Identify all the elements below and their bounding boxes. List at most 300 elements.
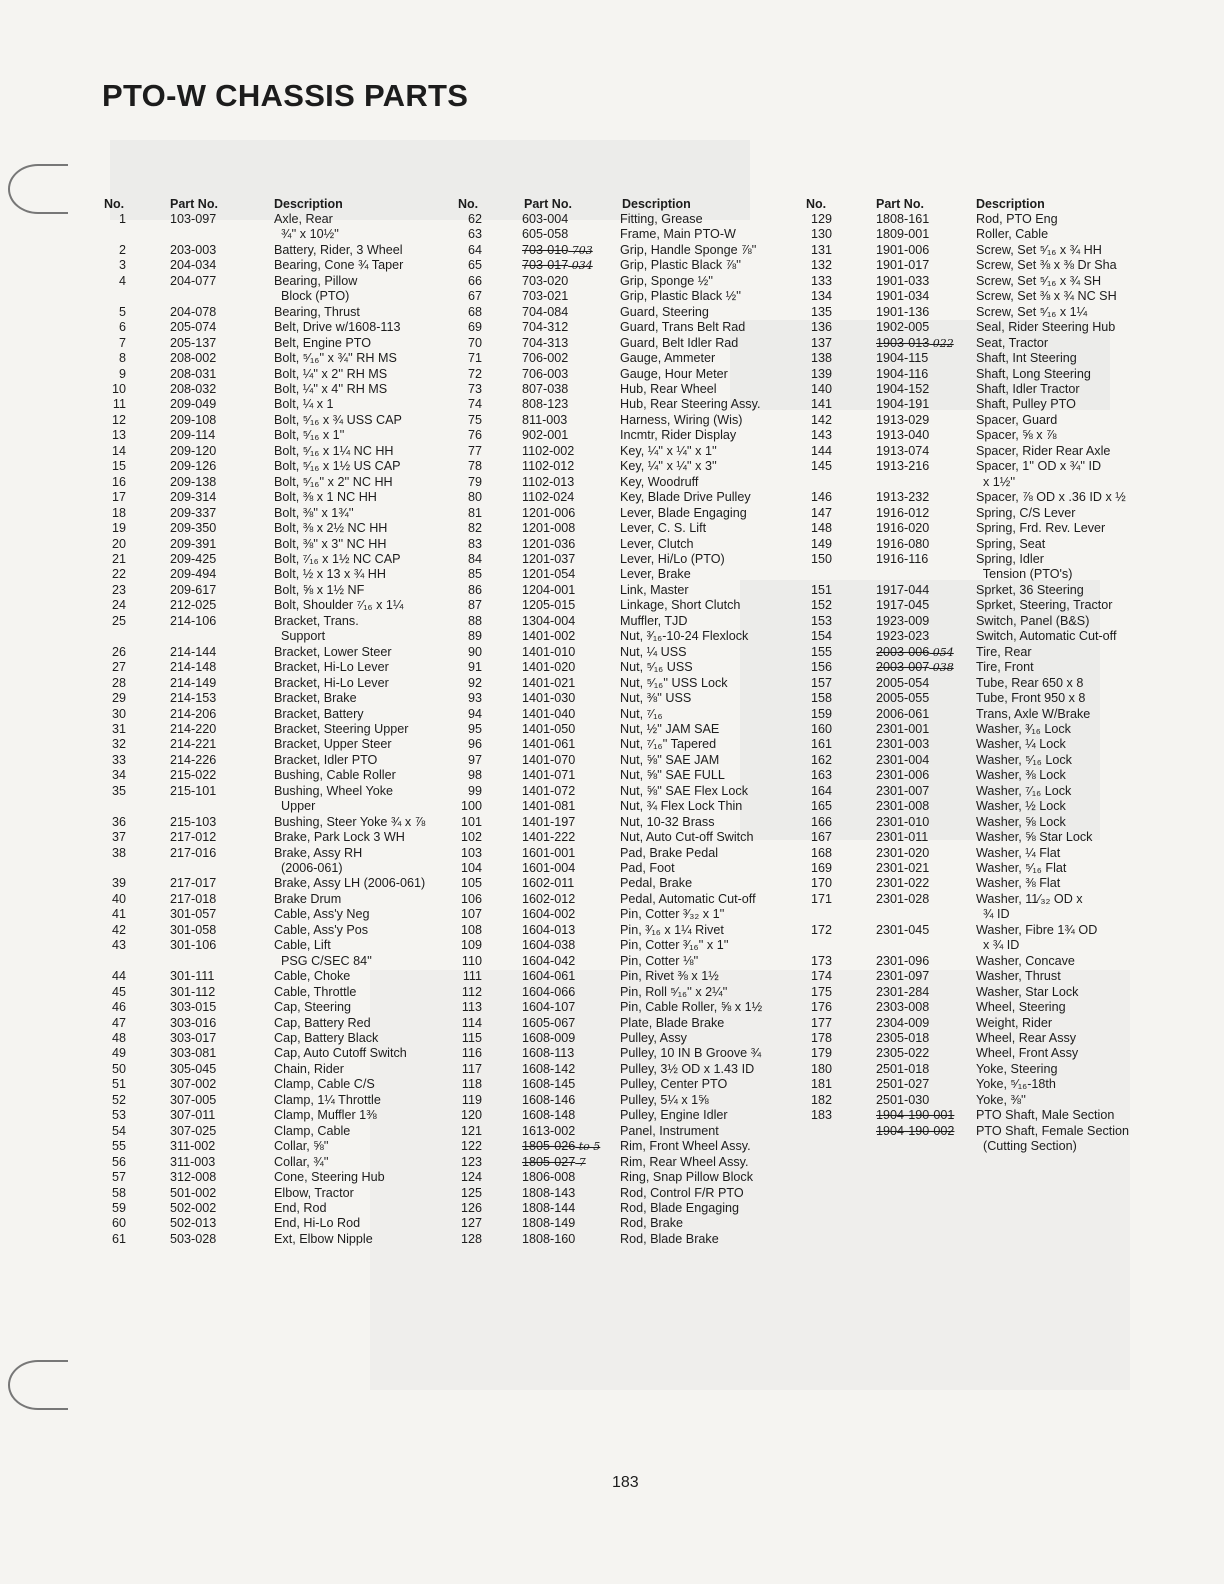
part-number: 209-138: [170, 474, 217, 489]
item-number: 168: [810, 845, 832, 860]
part-description: Axle, Rear: [274, 212, 333, 226]
item-number: 65: [467, 258, 482, 273]
item-number: 173: [810, 953, 832, 968]
part-description: Pulley, 10 IN B Groove ¾: [620, 1046, 762, 1061]
part-number: 209-314: [170, 490, 217, 505]
part-row: [806, 846, 1166, 861]
part-number: 1604-061: [522, 969, 576, 984]
header-no: No.: [104, 196, 125, 211]
part-number: 204-077: [170, 273, 217, 288]
part-description: Block (PTO): [274, 289, 350, 304]
part-description: Bracket, Brake: [274, 691, 357, 706]
part-number: 703-020: [522, 273, 569, 288]
part-row: [450, 1016, 842, 1031]
item-number: 178: [810, 1031, 832, 1046]
part-row: [450, 691, 842, 706]
item-number: 141: [810, 397, 832, 412]
header-description: Description: [622, 196, 691, 211]
part-description: Nut, ⅝'' SAE FULL: [620, 768, 725, 783]
part-row: [450, 1000, 842, 1015]
part-description: Bracket, Battery: [274, 706, 364, 721]
part-description: Bolt, ⁷⁄₁₆ x 1½ NC CAP: [274, 551, 401, 566]
part-number: 1201-054: [522, 567, 576, 582]
item-number: 92: [467, 675, 482, 690]
item-number: [104, 227, 126, 242]
item-number: 177: [810, 1015, 832, 1030]
punch-hole: [8, 1360, 68, 1410]
item-number: 126: [460, 1201, 482, 1215]
part-description: Rod, Control F/R PTO: [620, 1185, 744, 1200]
item-number: 40: [111, 891, 126, 906]
part-description: Bolt, ⁵⁄₁₆'' x 2'' NC HH: [274, 474, 393, 489]
item-number: 63: [467, 227, 482, 242]
item-number: 183: [810, 1108, 832, 1123]
part-number: 1806-008: [522, 1170, 576, 1185]
part-description: Lever, C. S. Lift: [620, 521, 707, 536]
part-row: [806, 1031, 1166, 1046]
part-row: [104, 1201, 494, 1216]
item-number: 36: [111, 814, 126, 829]
part-number: 1808-149: [522, 1216, 576, 1231]
part-number: 208-002: [170, 351, 217, 366]
part-number: 1808-144: [522, 1201, 576, 1215]
part-number: 312-008: [170, 1170, 217, 1185]
item-number: 111: [462, 969, 482, 984]
item-number: 129: [810, 212, 832, 226]
item-number: 78: [467, 459, 482, 474]
part-row: [450, 305, 842, 320]
part-number: 209-114: [170, 428, 216, 443]
item-number: 115: [461, 1031, 482, 1046]
part-description: Trans, Axle W/Brake: [976, 706, 1091, 721]
part-number: 214-148: [170, 660, 217, 675]
part-row: [806, 506, 1166, 521]
part-row: [806, 413, 1166, 428]
item-number: 56: [111, 1154, 126, 1169]
item-number: 142: [810, 412, 832, 427]
part-number: 2305-022: [876, 1046, 930, 1061]
part-description: Washer, Star Lock: [976, 984, 1079, 999]
item-number: 26: [111, 644, 126, 659]
part-row: [450, 336, 842, 351]
part-number: 706-003: [522, 366, 569, 381]
part-number: 215-022: [170, 768, 217, 783]
part-description: Frame, Main PTO-W: [620, 227, 736, 242]
part-row: [450, 583, 842, 598]
part-description: Cable, Ass'y Neg: [274, 907, 370, 922]
part-number: 1304-004: [522, 613, 576, 628]
part-description: Bracket, Hi-Lo Lever: [274, 660, 389, 675]
part-row: [806, 537, 1166, 552]
part-description: Spacer, ⅝ x ⅞: [976, 428, 1057, 443]
part-row: [104, 598, 494, 613]
part-row: [806, 583, 1166, 598]
item-number: [806, 907, 832, 922]
part-description: Shaft, Pulley PTO: [976, 397, 1076, 412]
part-description: Brake Drum: [274, 891, 342, 906]
part-row: [806, 212, 1166, 227]
part-number: 704-084: [522, 304, 569, 319]
item-number: 99: [467, 783, 482, 798]
part-description: Hub, Rear Steering Assy.: [620, 397, 761, 412]
item-number: 108: [460, 922, 482, 937]
part-description: Nut, ¾ Flex Lock Thin: [620, 799, 743, 814]
part-row: [104, 660, 494, 675]
part-row: [450, 1201, 842, 1216]
part-description: Bracket, Idler PTO: [274, 752, 378, 767]
part-row: [806, 861, 1166, 876]
part-description: Pad, Foot: [620, 861, 675, 876]
part-description: Nut, ⁷⁄₁₆'' Tapered: [620, 737, 717, 752]
part-description: Washer, ⅜ Lock: [976, 768, 1066, 783]
part-row: [806, 938, 1166, 953]
part-row: [450, 567, 842, 582]
part-description: Panel, Instrument: [620, 1123, 719, 1138]
part-description: Switch, Automatic Cut-off: [976, 629, 1117, 644]
item-number: 59: [111, 1201, 126, 1215]
item-number: 11: [112, 397, 126, 412]
item-number: 128: [460, 1231, 482, 1246]
part-number: 1401-070: [522, 752, 576, 767]
part-row: [104, 985, 494, 1000]
part-number: 1917-044: [876, 582, 930, 597]
part-number: 1808-161: [876, 212, 930, 226]
item-number: 82: [467, 521, 482, 536]
part-number: [126, 629, 270, 644]
item-number: 120: [460, 1108, 482, 1123]
item-number: 51: [111, 1077, 126, 1092]
item-number: 169: [810, 861, 832, 876]
part-row: [104, 1046, 494, 1061]
part-row: [450, 1077, 842, 1092]
part-description: PTO Shaft, Female Section: [976, 1123, 1130, 1138]
part-description: Bolt, ⅜'' x 1¾'': [274, 505, 354, 520]
part-row: [104, 397, 494, 412]
part-row: [806, 274, 1166, 289]
item-number: 38: [111, 845, 126, 860]
part-row: [450, 1155, 842, 1170]
part-number: 1401-021: [522, 675, 576, 690]
part-description: Bolt, ⅜ x 1 NC HH: [274, 490, 377, 505]
item-number: 123: [460, 1154, 482, 1169]
parts-column-1: [104, 190, 494, 1247]
item-number: 5: [118, 304, 126, 319]
item-number: 14: [111, 443, 126, 458]
part-row: [104, 1000, 494, 1015]
part-description: Pin, Cotter ³⁄₃₂ x 1'': [620, 907, 725, 922]
part-description: Nut, ⅝'' SAE JAM: [620, 752, 720, 767]
part-number: 303-017: [170, 1031, 217, 1046]
part-number: 209-617: [170, 582, 217, 597]
part-description: Tube, Rear 650 x 8: [976, 675, 1084, 690]
part-number: 1604-042: [522, 953, 576, 968]
part-row: [104, 707, 494, 722]
part-description: Grip, Handle Sponge ⅞'': [620, 242, 757, 257]
part-row: [806, 969, 1166, 984]
item-number: 53: [111, 1108, 126, 1123]
part-row: [104, 289, 494, 304]
part-number: 303-015: [170, 1000, 217, 1015]
part-description: Brake, Park Lock 3 WH: [274, 830, 405, 845]
part-description: Plate, Blade Brake: [620, 1015, 725, 1030]
part-number: 1805-027 7: [522, 1154, 586, 1169]
part-number: 2005-055: [876, 691, 930, 706]
part-description: Upper: [274, 799, 316, 814]
item-number: 130: [810, 227, 832, 242]
part-number: 217-017: [170, 876, 217, 891]
part-description: Washer, ⅜ Flat: [976, 876, 1061, 891]
part-row: [450, 1046, 842, 1061]
part-row: [806, 397, 1166, 412]
part-number: 214-221: [170, 737, 217, 752]
part-description: Bolt, Shoulder ⁷⁄₁₆ x 1¼: [274, 598, 404, 613]
part-row: [104, 1062, 494, 1077]
item-number: 179: [810, 1046, 832, 1061]
part-number: [126, 227, 270, 242]
item-number: 37: [111, 830, 126, 845]
part-row: [806, 676, 1166, 691]
part-number: 301-106: [170, 938, 217, 953]
item-number: 119: [461, 1092, 482, 1107]
part-description: Hub, Rear Wheel: [620, 381, 717, 396]
part-number: 209-391: [170, 536, 217, 551]
part-row: [104, 645, 494, 660]
part-number: 2003-007 038: [876, 660, 954, 675]
part-description: Pedal, Brake: [620, 876, 693, 891]
part-description: Bolt, ¼'' x 2'' RH MS: [274, 366, 388, 381]
part-row: [104, 907, 494, 922]
part-description: Bracket, Lower Steer: [274, 644, 392, 659]
item-number: 137: [810, 335, 832, 350]
part-row: [806, 428, 1166, 443]
part-row: [806, 1046, 1166, 1061]
item-number: 73: [467, 381, 482, 396]
part-number: 1913-216: [876, 459, 930, 474]
part-number: 501-002: [170, 1185, 217, 1200]
part-description: Clamp, Cable: [274, 1123, 351, 1138]
part-description: Nut, ⁷⁄₁₆: [620, 706, 663, 721]
part-row: [104, 552, 494, 567]
item-number: 106: [460, 891, 482, 906]
part-row: [104, 212, 494, 227]
item-number: 22: [111, 567, 126, 582]
part-number: 103-097: [170, 212, 217, 226]
item-number: 145: [810, 459, 832, 474]
item-number: 164: [810, 783, 832, 798]
part-description: Tube, Front 950 x 8: [976, 691, 1086, 706]
item-number: 21: [111, 551, 126, 566]
part-description: Wheel, Rear Assy: [976, 1031, 1077, 1046]
part-description: Shaft, Long Steering: [976, 366, 1091, 381]
part-description: Shaft, Int Steering: [976, 351, 1077, 366]
part-description: Linkage, Short Clutch: [620, 598, 741, 613]
part-description: Rod, Brake: [620, 1216, 683, 1231]
part-row: [450, 227, 842, 242]
item-number: 101: [460, 814, 482, 829]
part-description: Cap, Battery Red: [274, 1015, 371, 1030]
item-number: 89: [467, 629, 482, 644]
part-number: 307-002: [170, 1077, 217, 1092]
item-number: 105: [460, 876, 482, 891]
part-number: 203-003: [170, 242, 217, 257]
part-number: 703-010 703: [522, 242, 593, 257]
part-row: [104, 1016, 494, 1031]
part-description: Guard, Steering: [620, 304, 709, 319]
item-number: 90: [467, 644, 482, 659]
part-number: 307-011: [170, 1108, 216, 1123]
part-row: [104, 938, 494, 953]
part-number: 2005-054: [876, 675, 930, 690]
item-number: 17: [111, 490, 126, 505]
part-number: 1901-034: [876, 289, 930, 304]
parts-list: [104, 212, 494, 1247]
part-number: 1605-067: [522, 1015, 576, 1030]
part-description: End, Hi-Lo Rod: [274, 1216, 361, 1231]
item-number: 182: [810, 1092, 832, 1107]
header-no: No.: [806, 196, 827, 211]
part-number: 209-337: [170, 505, 217, 520]
part-row: [104, 629, 494, 644]
part-row: [104, 1155, 494, 1170]
item-number: 15: [111, 459, 126, 474]
part-description: Cable, Ass'y Pos: [274, 922, 369, 937]
part-description: Cap, Battery Black: [274, 1031, 379, 1046]
part-description: Brake, Assy RH: [274, 845, 363, 860]
part-row: [806, 830, 1166, 845]
part-number: 1901-017: [876, 258, 930, 273]
part-description: Rod, Blade Brake: [620, 1231, 719, 1246]
part-number: 1608-148: [522, 1108, 576, 1123]
part-row: [450, 799, 842, 814]
part-row: [806, 614, 1166, 629]
item-number: 136: [810, 320, 832, 335]
part-number: 214-206: [170, 706, 217, 721]
item-number: 48: [111, 1031, 126, 1046]
part-number: [126, 289, 270, 304]
part-row: [104, 567, 494, 582]
item-number: 23: [111, 582, 126, 597]
part-number: 1604-038: [522, 938, 576, 953]
part-row: [806, 552, 1166, 567]
part-row: [806, 1139, 1166, 1154]
part-number: 205-074: [170, 320, 217, 335]
item-number: 16: [111, 474, 126, 489]
part-description: Grip, Plastic Black ½'': [620, 289, 741, 304]
item-number: [104, 799, 126, 814]
part-number: 2301-010: [876, 814, 930, 829]
part-row: [104, 227, 494, 242]
item-number: 8: [118, 351, 126, 366]
part-row: [806, 1124, 1166, 1139]
part-description: End, Rod: [274, 1201, 327, 1215]
part-description: Washer, ⅝ Lock: [976, 814, 1066, 829]
part-number: 1102-013: [522, 474, 575, 489]
part-number: 1916-116: [876, 551, 929, 566]
item-number: 39: [111, 876, 126, 891]
item-number: 27: [111, 660, 126, 675]
part-row: [450, 1031, 842, 1046]
part-description: PTO Shaft, Male Section: [976, 1108, 1115, 1123]
part-row: [104, 846, 494, 861]
part-row: [104, 969, 494, 984]
item-number: 86: [467, 582, 482, 597]
item-number: 162: [810, 752, 832, 767]
item-number: 149: [810, 536, 832, 551]
part-row: [104, 784, 494, 799]
handwritten-note: 034: [568, 259, 593, 273]
part-row: [450, 552, 842, 567]
parts-column-3: [806, 190, 1166, 1155]
punch-hole: [8, 164, 68, 214]
part-description: Bolt, ½ x 13 x ¾ HH: [274, 567, 386, 582]
item-number: 43: [111, 938, 126, 953]
part-number: 1401-050: [522, 721, 576, 736]
part-number: 1401-222: [522, 830, 576, 845]
part-number: 2501-018: [876, 1061, 930, 1076]
part-number: 1904-191: [876, 397, 930, 412]
part-description: Nut, Auto Cut-off Switch: [620, 830, 754, 845]
part-description: Screw, Set ⁵⁄₁₆ x ¾ SH: [976, 273, 1102, 288]
part-number: 214-220: [170, 721, 217, 736]
part-description: Washer, Fibre 1¾ OD: [976, 922, 1098, 937]
item-number: 49: [111, 1046, 126, 1061]
handwritten-note: 038: [929, 661, 954, 675]
part-description: Weight, Rider: [976, 1015, 1053, 1030]
part-description: Nut, ⅜'' USS: [620, 691, 692, 706]
part-number: 502-002: [170, 1201, 217, 1215]
item-number: 122: [460, 1139, 482, 1154]
part-row: [450, 289, 842, 304]
part-number: 1102-002: [522, 443, 575, 458]
item-number: 166: [810, 814, 832, 829]
part-row: [104, 861, 494, 876]
part-number: 2301-021: [876, 861, 930, 876]
part-number: 1913-232: [876, 490, 930, 505]
item-number: 94: [467, 706, 482, 721]
part-row: [450, 753, 842, 768]
part-description: Rod, Blade Engaging: [620, 1201, 740, 1215]
part-row: [104, 954, 494, 969]
part-number: [832, 907, 976, 922]
part-row: [450, 258, 842, 273]
item-number: 138: [810, 351, 832, 366]
part-description: Bolt, ⅝ x 1½ NF: [274, 582, 365, 597]
header-no: No.: [458, 196, 479, 211]
item-number: [806, 1124, 832, 1139]
item-number: 159: [810, 706, 832, 721]
part-row: [806, 722, 1166, 737]
part-row: [104, 737, 494, 752]
item-number: 58: [111, 1185, 126, 1200]
part-number: 807-038: [522, 381, 569, 396]
part-number: 1608-145: [522, 1077, 576, 1092]
part-number: 1808-160: [522, 1231, 576, 1246]
part-row: [806, 629, 1166, 644]
part-number: 1205-015: [522, 598, 576, 613]
part-row: [806, 985, 1166, 1000]
part-number: 808-123: [522, 397, 569, 412]
part-row: [450, 444, 842, 459]
part-row: [450, 413, 842, 428]
part-number: 811-003: [522, 412, 568, 427]
part-row: [104, 274, 494, 289]
part-row: [806, 815, 1166, 830]
part-description: (2006-061): [274, 861, 343, 876]
part-description: Spring, Seat: [976, 536, 1046, 551]
part-description: Tension (PTO's): [976, 567, 1073, 582]
part-description: PSG C/SEC 84'': [274, 953, 372, 968]
part-row: [450, 876, 842, 891]
